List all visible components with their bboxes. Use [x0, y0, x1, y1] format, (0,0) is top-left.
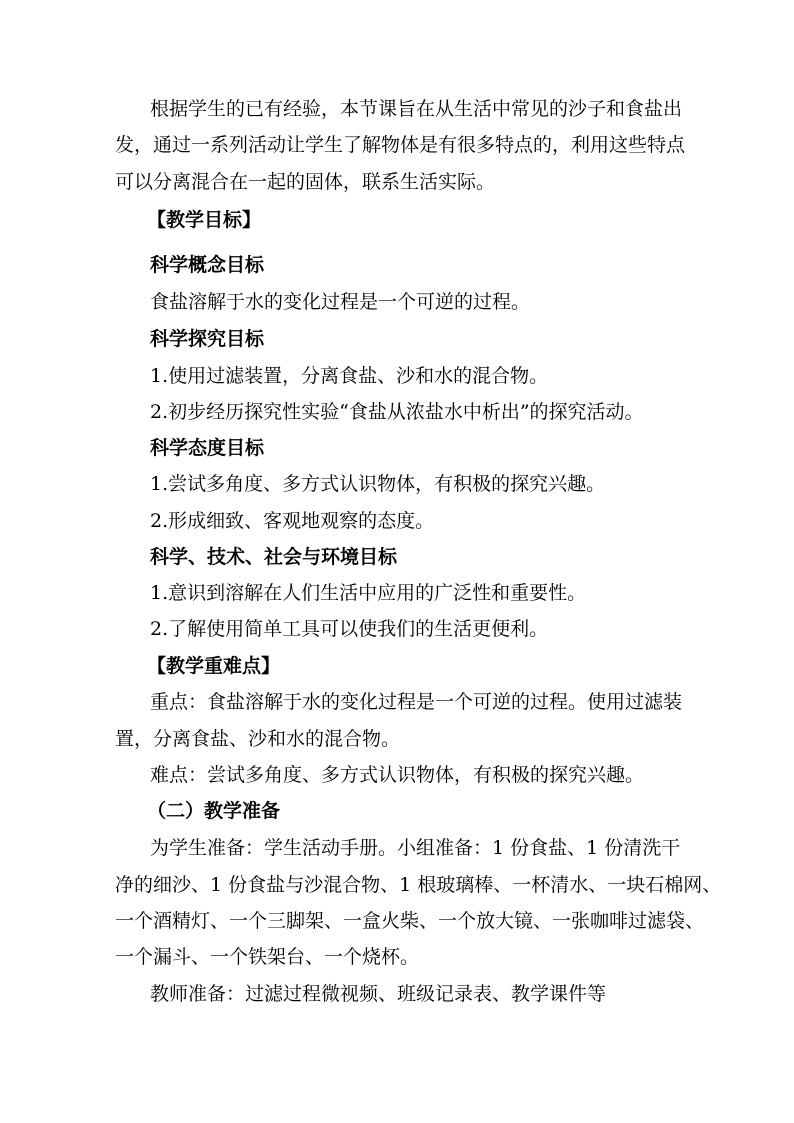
stse-title: 科学、技术、社会与环境目标 [150, 546, 398, 568]
attitude-item-2: 2.形成细致、客观地观察的态度。 [150, 510, 435, 532]
intro-line-1: 根据学生的已有经验，本节课旨在从生活中常见的沙子和食盐出 [150, 98, 683, 120]
attitude-item-1: 1.尝试多角度、多方式认识物体，有积极的探究兴趣。 [150, 473, 606, 495]
student-prep-line-4: 一个漏斗、一个铁架台、一个烧杯。 [115, 946, 420, 968]
student-prep-line-2: 净的细沙、1 份食盐与沙混合物、1 根玻璃棒、一杯清水、一块石棉网、 [115, 874, 722, 896]
intro-line-2: 发，通过一系列活动让学生了解物体是有很多特点的，利用这些特点 [115, 134, 686, 156]
student-prep-line-1: 为学生准备：学生活动手册。小组准备：1 份食盐、1 份清洗干 [150, 837, 681, 859]
attitude-title: 科学态度目标 [150, 437, 265, 459]
preparation-heading: （二）教学准备 [147, 800, 281, 822]
concept-title: 科学概念目标 [150, 254, 265, 276]
inquiry-title: 科学探究目标 [150, 328, 265, 350]
important-line-1: 重点：食盐溶解于水的变化过程是一个可逆的过程。使用过滤装 [150, 691, 683, 713]
stse-item-2: 2.了解使用简单工具可以使我们的生活更便利。 [150, 618, 549, 640]
difficult-line: 难点：尝试多角度、多方式认识物体，有积极的探究兴趣。 [150, 764, 645, 786]
important-line-2: 置，分离食盐、沙和水的混合物。 [115, 728, 401, 750]
intro-line-3: 可以分离混合在一起的固体，联系生活实际。 [115, 171, 496, 193]
concept-item-1: 食盐溶解于水的变化过程是一个可逆的过程。 [150, 291, 531, 313]
objectives-heading: 【教学目标】 [147, 209, 262, 231]
inquiry-item-2: 2.初步经历探究性实验“食盐从浓盐水中析出”的探究活动。 [150, 401, 644, 423]
student-prep-line-3: 一个酒精灯、一个三脚架、一盒火柴、一个放大镜、一张咖啡过滤袋、 [115, 910, 705, 932]
keypoints-heading: 【教学重难点】 [147, 655, 281, 677]
inquiry-item-1: 1.使用过滤装置，分离食盐、沙和水的混合物。 [150, 365, 549, 387]
teacher-prep-line: 教师准备：过滤过程微视频、班级记录表、教学课件等 [150, 983, 607, 1005]
stse-item-1: 1.意识到溶解在人们生活中应用的广泛性和重要性。 [150, 582, 587, 604]
